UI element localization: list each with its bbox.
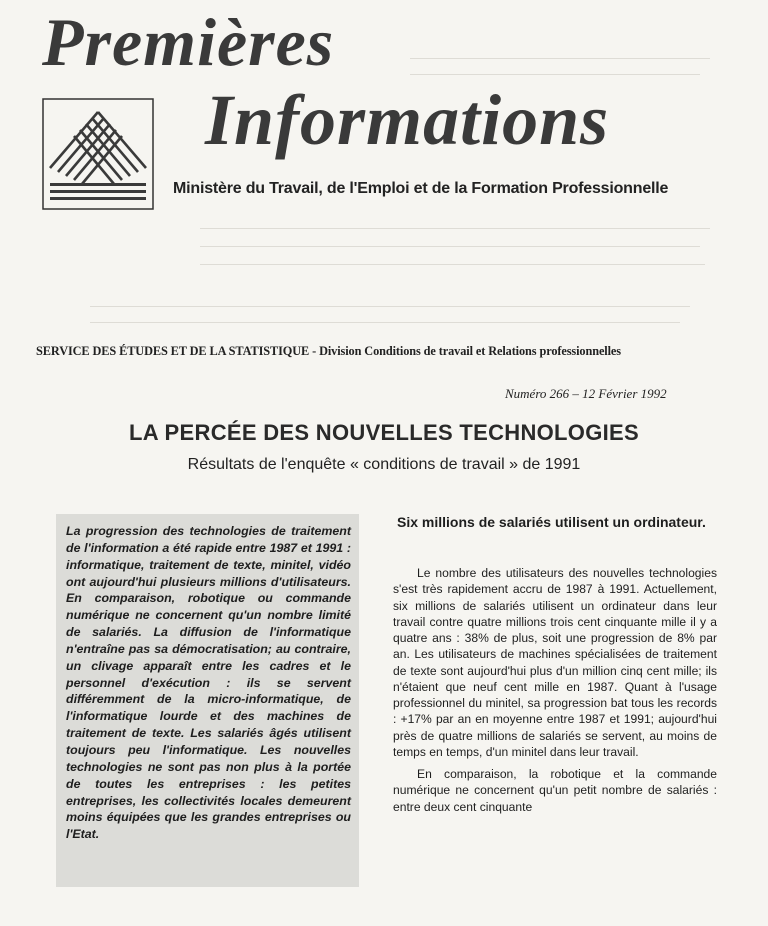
article-subheadline: Résultats de l'enquête « conditions de travail » de 1991	[187, 456, 581, 473]
article-paragraph: Le nombre des utilisateurs des nouvelles technologies s'est très rapidement accru de 1987 à 1991. Actuellement, six millions de salariés utilisent un ordinateur dans leur travail contre quatre millions trois cent cinquante mille il y a quatre ans : 38% de plus, soit une progression de 8% par an. Les utilisateurs de machines spécialisées de traitement de texte sont aujourd'hui plus d'un million cinq cent mille; ils n'étaient que neuf cent mille en 1987. Quant à l'usage professionnel du minitel, sa progression bat tous les records : +17% par an en moyenne entre 1987 et 1991; aujourd'hui près de quatre millions de salariés se servent, au moins de temps en temps, d'un minitel dans leur travail.	[393, 566, 717, 759]
section-title: Six millions de salariés utilisent un ordinateur.	[397, 514, 706, 530]
article-column	[393, 565, 717, 821]
article-paragraph: En comparaison, la robotique et la commande numérique ne concernent qu'un petit nombre de salariés : entre deux cent cinquante	[393, 767, 717, 814]
article-headline: LA PERCÉE DES NOUVELLES TECHNOLOGIES	[129, 420, 639, 445]
issue-number-date: Numéro 266 – 12 Février 1992	[505, 386, 667, 401]
ministry-woven-logo-icon	[42, 98, 154, 210]
service-division-line: SERVICE DES ÉTUDES ET DE LA STATISTIQUE - Division Conditions de travail et Relations professionnelles	[36, 344, 621, 358]
masthead-title-line1: Premières	[42, 4, 335, 80]
masthead-title-line2: Informations	[205, 80, 610, 160]
summary-box	[56, 514, 359, 887]
ministry-name: Ministère du Travail, de l'Emploi et de la Formation Professionnelle	[173, 180, 669, 197]
summary-text: La progression des technologies de traitement de l'information a été rapide entre 1987 et 1991 : informatique, traitement de texte, minitel, vidéo ont aujourd'hui plusieurs millions d'utilisateurs. En comparaison, robotique ou commande numérique ne concernent qu'un nombre limité de salariés. La diffusion de l'informatique n'entraîne pas sa démocratisation; au contraire, un clivage apparaît entre les cadres et le personnel d'exécution : ils se servent différemment de la micro-informatique, de l'informatique lourde et des machines de traitement de texte. Les salariés âgés utilisent toujours peu l'informatique. Les nouvelles technologies ne sont pas non plus à la portée de toutes les entreprises : les petites entreprises, les collectivités locales demeurent moins équipées que les grandes entreprises ou l'Etat.	[66, 524, 351, 842]
